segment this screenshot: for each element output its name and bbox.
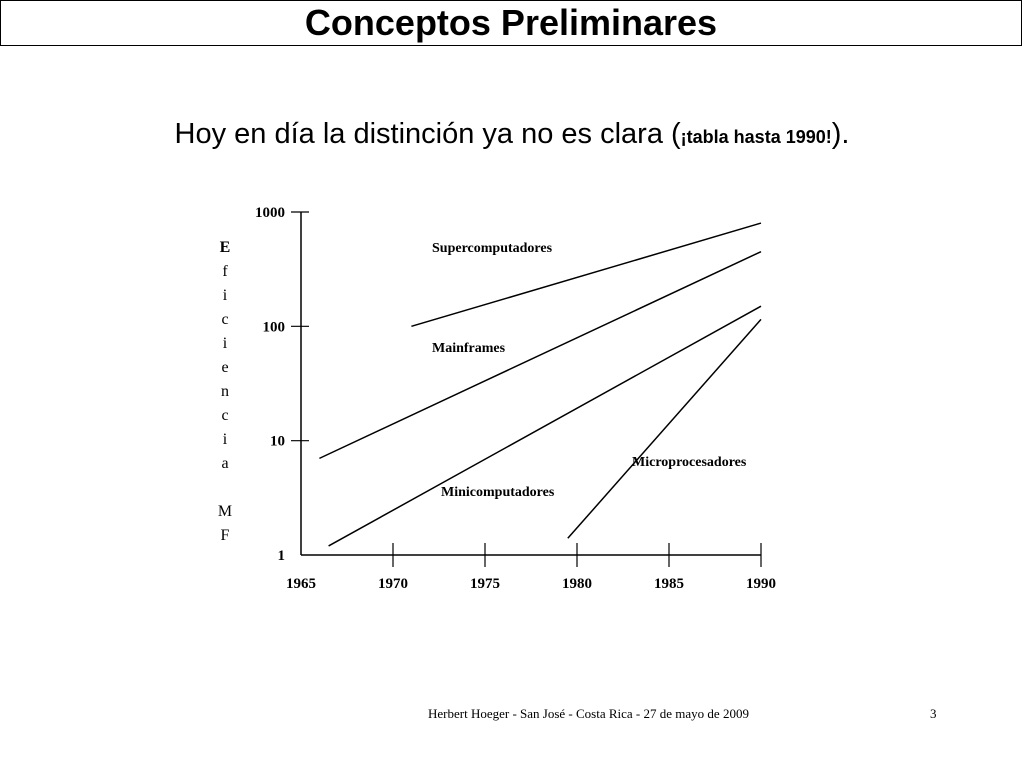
y-axis-label-letter: c	[221, 311, 229, 328]
subtitle-text: Hoy en día la distinción ya no es clara (	[174, 118, 681, 150]
y-tick-label: 10	[270, 433, 285, 450]
y-axis-label-letter: F	[220, 527, 230, 544]
y-axis-label-letter: M	[217, 503, 233, 520]
series-label: Minicomputadores	[441, 485, 555, 500]
y-axis-label-letter: i	[222, 335, 228, 352]
slide-title: Conceptos Preliminares	[304, 2, 718, 43]
y-tick-label: 100	[262, 319, 285, 336]
x-tick-label: 1970	[378, 576, 408, 592]
y-axis-label-letter: n	[221, 383, 229, 400]
y-axis-label-letter: e	[221, 359, 229, 376]
y-axis-label-letter: i	[222, 431, 228, 448]
series-line-minicomputadores	[329, 306, 761, 546]
y-axis-label-letter: a	[221, 455, 229, 472]
subtitle-highlight: ¡tabla hasta 1990!	[680, 127, 832, 147]
footer-credit: Herbert Hoeger - San José - Costa Rica - 27 de mayo de 2009	[428, 706, 749, 721]
series-line-mainframes	[319, 252, 761, 459]
y-axis-label-letter: E	[219, 239, 231, 256]
x-tick-label: 1990	[746, 576, 776, 592]
y-tick-label: 1	[277, 548, 285, 564]
y-axis-label-letter: f	[222, 263, 228, 280]
subtitle-suffix: ).	[831, 118, 850, 150]
x-tick-label: 1980	[562, 576, 592, 592]
x-tick-label: 1965	[286, 576, 316, 592]
series-line-supercomputadores	[411, 223, 761, 326]
x-tick-label: 1975	[470, 576, 500, 592]
y-axis-label-letter: i	[222, 287, 228, 304]
series-label: Microprocesadores	[632, 455, 747, 470]
series-line-microprocesadores	[568, 319, 761, 538]
y-tick-label: 1000	[255, 205, 285, 221]
series-label: Supercomputadores	[432, 241, 553, 256]
series-label: Mainframes	[432, 341, 506, 356]
page-number: 3	[930, 706, 937, 721]
x-tick-label: 1985	[654, 576, 684, 592]
y-axis-label-letter: c	[221, 407, 229, 424]
